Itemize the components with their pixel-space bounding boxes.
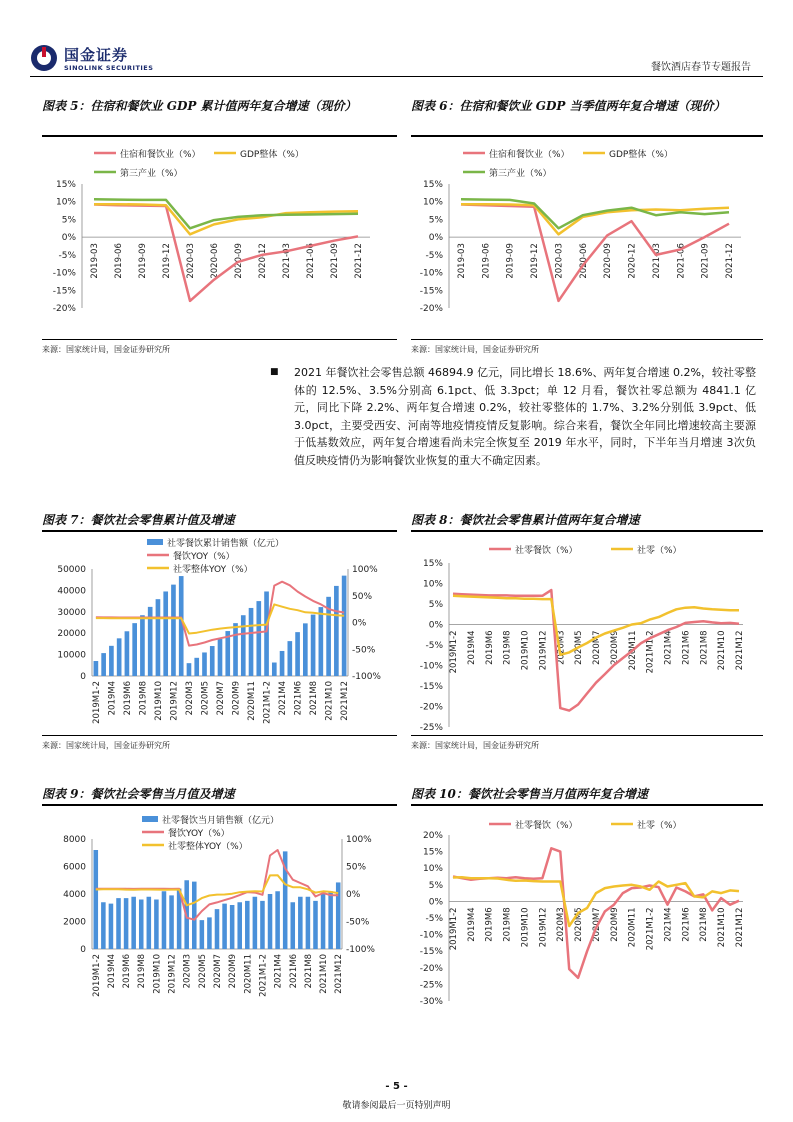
fig7-source-rule [42,735,397,736]
fig9-bar [162,891,167,949]
fig7-legend-label-2: 社零整体YOY（%） [173,565,253,575]
fig7-bar [256,601,261,676]
fig7-bar [140,615,145,676]
fig7-bar [241,615,246,676]
fig7-xtick: 2021M10 [324,681,335,721]
fig9-legend-label-2: 社零整体YOY（%） [168,842,248,852]
fig9-ytick-right: -100% [346,945,375,955]
fig7-xtick: 2019M6 [122,681,133,716]
fig10-title-rule [411,804,763,806]
fig7-title-rule [42,530,397,532]
fig8-ytick: 10% [422,579,443,590]
fig9-xtick: 2020M7 [213,954,223,989]
fig7-ytick-left: 10000 [57,650,86,661]
fig6-series-line-0 [461,205,729,301]
fig5-xtick: 2019-06 [114,243,124,279]
fig8-ytick: 0% [428,620,443,631]
fig5-xtick: 2020-06 [210,243,220,279]
fig10-xtick: 2021M10 [717,907,728,948]
fig10-ytick: -10% [419,930,443,941]
fig7-bar [249,608,254,676]
fig7-ytick-left: 0 [80,672,86,682]
fig9-legend-label-0: 社零餐饮当月销售额（亿元） [162,816,280,826]
fig9-xtick: 2019M10 [152,954,163,994]
fig9-title: 图表 9：餐饮社会零售当月值及增速 [42,787,235,801]
fig9-bar [200,920,205,949]
fig8-title: 图表 8：餐饮社会零售累计值两年复合增速 [411,513,640,527]
fig9-xtick: 2019M6 [122,954,133,989]
fig6-ytick: -10% [419,268,443,279]
fig7-xtick: 2021M1-2 [262,681,273,724]
fig10-ytick: -25% [419,980,443,991]
paragraph-bullet: ■ [270,367,279,377]
logo [30,42,160,76]
fig7-bar [295,632,300,676]
fig7-bar [264,591,269,676]
fig10-xtick: 2020M3 [556,907,567,942]
fig6-xtick: 2020-06 [578,243,589,279]
fig9-bar [313,901,318,949]
fig5-xtick: 2021-03 [282,243,292,279]
fig7-bar [342,576,347,676]
fig9-bar [101,902,106,949]
fig7-xtick: 2021M12 [340,681,351,721]
fig9-bar [306,897,311,949]
fig6-legend-label-0: 住宿和餐饮业（%） [489,150,570,160]
fig8-ytick: -10% [419,661,443,672]
fig9-title-rule [42,804,397,806]
fig9-bar [260,901,265,949]
fig6-xtick: 2019-06 [481,243,492,279]
fig7-bar [156,599,161,676]
fig5-xtick: 2021-09 [330,243,340,279]
fig5-xtick: 2021-06 [306,243,316,279]
page-number: - 5 - [385,1081,408,1092]
fig6-xtick: 2019-12 [530,243,541,279]
fig7-chart [42,533,397,733]
fig5-ytick: -10% [52,268,76,279]
fig9-bar [124,898,129,949]
fig10-xtick: 2021M12 [735,907,745,948]
fig7-ytick-right: 0% [352,618,367,629]
fig6-title: 图表 6：住宿和餐饮业 GDP 当季值两年复合增速（现价） [411,99,726,113]
fig9-bar [215,909,220,949]
fig10-legend-label-1: 社零（%） [637,821,682,831]
fig9-bar [237,902,242,949]
fig7-ytick-right: 100% [352,565,378,575]
fig9-legend-label-1: 餐饮YOY（%） [168,829,230,839]
logo-text-en: SINOLINK SECURITIES [64,64,154,72]
fig5-title-rule [42,135,397,137]
fig6-legend-label-1: GDP整体（%） [609,150,673,160]
fig10-title: 图表 10：餐饮社会零售当月值两年复合增速 [411,787,648,801]
fig9-bar [131,897,136,949]
fig8-xtick: 2021M1-2 [645,630,656,674]
fig8-xtick: 2021M12 [735,630,745,671]
fig7-xtick: 2020M9 [231,681,242,716]
fig7-bar [117,638,122,676]
fig7-bar [109,646,114,676]
fig6-legend-label-2: 第三产业（%） [489,169,552,179]
fig5-ytick: 5% [61,215,76,226]
fig10-ytick: 0% [428,897,443,908]
fig5-xtick: 2020-12 [258,243,268,279]
fig5-legend-label-1: GDP整体（%） [240,150,304,160]
fig8-title-rule [411,530,763,532]
fig10-xtick: 2019M6 [484,907,495,942]
fig9-bar [290,902,295,949]
fig6-xtick: 2019-03 [457,243,467,279]
fig7-bar [171,585,176,676]
fig8-chart [411,533,763,733]
fig7-xtick: 2021M4 [278,681,289,716]
fig9-bar [321,894,326,949]
fig5-xtick: 2019-03 [90,243,100,279]
fig8-xtick: 2021M8 [699,630,710,665]
fig6-xtick: 2020-03 [554,243,565,279]
fig6-xtick: 2021-12 [725,243,735,279]
fig9-xtick: 2019M8 [137,954,148,989]
fig5-legend-label-0: 住宿和餐饮业（%） [120,150,201,160]
fig10-ytick: -15% [419,947,443,958]
fig7-xtick: 2019M12 [169,681,180,721]
fig7-ytick-left: 40000 [57,586,86,597]
fig6-series-line-1 [461,204,729,234]
fig6-xtick: 2020-09 [603,243,614,279]
fig7-bar [125,631,130,676]
fig9-bar [139,900,144,950]
fig9-legend-swatch-0 [142,816,158,822]
fig10-ytick: -30% [419,997,443,1007]
fig10-xtick: 2021M8 [699,907,710,942]
fig10-xtick: 2020M5 [574,907,585,942]
fig9-bar [94,850,99,949]
fig9-bar [268,894,273,949]
fig5-chart [42,140,397,340]
fig9-bar [147,897,152,949]
fig8-legend-label-0: 社零餐饮（%） [515,546,578,556]
fig7-xtick: 2019M4 [107,681,118,716]
fig10-ytick: 20% [422,831,443,841]
fig9-xtick: 2019M4 [106,954,117,989]
fig10-ytick: -5% [425,914,443,924]
fig6-source-rule [411,339,763,340]
fig7-bar [194,658,199,676]
fig7-xtick: 2020M5 [200,681,211,716]
fig9-bar [275,891,280,949]
fig9-chart [42,808,397,997]
fig9-xtick: 2020M3 [182,954,193,989]
fig7-xtick: 2021M6 [293,681,304,716]
fig7-bar [303,623,308,676]
fig8-ytick: -20% [419,702,443,713]
fig9-bar [222,904,227,949]
fig9-xtick: 2021M6 [288,954,299,989]
fig6-ytick: -20% [419,304,443,314]
fig8-xtick: 2020M11 [627,630,638,671]
fig9-ytick-left: 8000 [63,835,86,845]
fig7-ytick-left: 50000 [57,565,86,575]
fig7-xtick: 2019M8 [138,681,149,716]
fig10-ytick: 10% [422,864,443,875]
fig7-ytick-right: -100% [352,672,381,682]
fig8-xtick: 2019M10 [520,630,531,671]
header-rule [30,76,763,77]
fig8-xtick: 2021M6 [681,630,692,665]
fig9-bar [328,891,333,949]
fig7-xtick: 2019M10 [153,681,164,721]
fig10-xtick: 2019M10 [520,907,531,948]
fig5-xtick: 2021-12 [354,243,364,279]
fig7-bar [94,661,99,676]
fig7-bar [163,591,168,676]
fig7-bar [334,586,339,676]
fig9-xtick: 2019M1-2 [91,954,102,997]
fig6-title-rule [411,135,763,137]
fig5-ytick: 10% [55,197,76,208]
fig7-bar [233,623,238,676]
fig7-title: 图表 7：餐饮社会零售累计值及增速 [42,513,235,527]
fig5-source: 来源：国家统计局，国金证券研究所 [42,345,170,354]
fig9-ytick-right: -50% [346,917,370,928]
fig7-ytick-left: 30000 [57,607,86,618]
fig10-xtick: 2019M8 [502,907,513,942]
fig7-xtick: 2021M8 [309,681,320,716]
fig7-ytick-left: 20000 [57,629,86,640]
fig8-ytick: -15% [419,682,443,692]
fig6-ytick: -5% [425,250,443,261]
fig8-source-rule [411,735,763,736]
fig9-xtick: 2021M10 [319,954,330,994]
fig6-xtick: 2019-09 [505,243,516,279]
fig6-xtick: 2021-09 [700,243,711,279]
fig9-ytick-right: 50% [346,862,367,873]
fig9-ytick-left: 2000 [63,917,86,928]
fig10-ytick: 5% [428,880,443,891]
fig7-bar [210,646,215,676]
fig10-xtick: 2021M6 [681,907,692,942]
fig9-bar [154,900,159,950]
fig7-bar [132,623,137,676]
fig7-bar [319,607,324,676]
fig5-xtick: 2019-12 [162,243,172,279]
fig9-ytick-right: 100% [346,835,372,845]
fig8-xtick: 2019M8 [502,630,513,665]
fig7-bar [187,663,192,676]
fig9-bar [298,897,303,949]
fig7-xtick: 2020M7 [216,681,226,716]
fig10-ytick: -20% [419,963,443,974]
fig8-xtick: 2019M1-2 [449,630,459,674]
fig10-chart [411,808,763,1040]
fig7-xtick: 2019M1-2 [91,681,102,724]
fig9-xtick: 2020M11 [243,954,254,994]
fig10-legend-label-0: 社零餐饮（%） [515,821,578,831]
fig6-chart [411,140,763,340]
fig5-ytick: 15% [55,180,76,190]
fig8-xtick: 2020M5 [574,630,585,665]
fig6-xtick: 2021-06 [676,243,687,279]
fig5-ytick: -15% [52,286,76,297]
fig7-source: 来源：国家统计局，国金证券研究所 [42,741,170,750]
fig8-xtick: 2019M4 [466,630,477,665]
fig9-bar [109,904,114,949]
fig7-bar [287,641,292,676]
fig10-xtick: 2020M11 [627,907,638,948]
fig8-xtick: 2019M12 [538,630,549,671]
fig9-ytick-left: 4000 [63,890,86,900]
fig9-xtick: 2020M9 [228,954,239,989]
fig8-xtick: 2019M6 [484,630,495,665]
fig6-ytick: 15% [422,180,443,190]
fig6-ytick: 5% [428,215,443,226]
summary-paragraph: 2021 年餐饮社会零售总额 46894.9 亿元，同比增长 18.6%、两年复合增速 0.2%，较社零整体的 12.5%、3.5%分别高 6.1pct、低 3.3pct；单 12 月看，餐饮社零总额为 4841.1 亿元，同比下降 2.2%、两年复合增速 0.2%，较社零整体的 1.7%、3.2%分别低 3.9pct、低 3.0pct，主要受西安、河南等地疫情疫情反复影响。综合来看，餐饮全年同比增速较高主要源于低基数效应，两年复合增速看尚未完全恢复至 2019 年水平，同时，下半年当月增速 3次负值反映疫情仍为影响餐饮业恢复的重大不确定因素。 [294,366,756,467]
fig5-xtick: 2020-03 [186,243,196,279]
fig8-xtick: 2020M9 [609,630,620,665]
fig10-xtick: 2021M1-2 [645,907,656,951]
fig5-source-rule [42,339,397,340]
fig5-ytick: 0% [61,233,76,244]
fig7-ytick-right: 50% [352,591,373,602]
fig9-xtick: 2020M5 [197,954,208,989]
fig9-bar [245,901,250,949]
fig7-xtick: 2020M3 [184,681,195,716]
fig8-xtick: 2021M4 [663,630,674,665]
fig9-bar [253,897,258,949]
fig8-legend-label-1: 社零（%） [637,546,682,556]
fig8-source: 来源：国家统计局，国金证券研究所 [411,741,539,750]
fig9-ytick-right: 0% [346,890,361,900]
fig7-legend-swatch-0 [147,539,163,545]
fig9-xtick: 2021M1-2 [258,954,269,997]
fig10-xtick: 2019M4 [466,907,477,942]
fig9-ytick-left: 6000 [63,862,86,873]
fig5-ytick: -20% [52,304,76,314]
fig9-xtick: 2021M4 [273,954,284,989]
logo-text-cn: 国金证券 [64,46,129,64]
fig9-ytick-left: 0 [80,945,86,955]
fig7-bar [311,615,316,676]
disclaimer-note: 敬请参阅最后一页特别声明 [342,1101,451,1111]
fig7-xtick: 2020M11 [247,681,258,721]
fig7-bar [202,652,207,676]
fig5-ytick: -5% [58,250,76,261]
fig7-bar [101,653,106,676]
fig10-ytick: 15% [422,847,443,858]
fig5-xtick: 2020-09 [234,243,244,279]
fig7-bar [280,651,285,676]
fig9-bar [116,898,121,949]
fig10-xtick: 2020M7 [592,907,602,942]
fig9-xtick: 2019M12 [167,954,178,994]
fig10-xtick: 2021M4 [663,907,674,942]
fig6-xtick: 2021-03 [651,243,662,279]
fig8-xtick: 2020M3 [556,630,567,665]
fig9-bar [169,895,174,949]
fig7-bar [218,639,223,676]
fig10-xtick: 2019M1-2 [449,907,459,951]
report-title: 餐饮酒店春节专题报告 [651,62,751,73]
fig9-bar [230,905,235,949]
logo-mark-icon [30,44,58,72]
fig6-ytick: -15% [419,286,443,297]
fig5-legend-label-2: 第三产业（%） [120,169,183,179]
fig8-ytick: -5% [425,641,443,651]
fig9-xtick: 2021M12 [334,954,345,994]
fig10-xtick: 2019M12 [538,907,549,948]
fig6-xtick: 2020-12 [627,243,638,279]
fig6-source: 来源：国家统计局，国金证券研究所 [411,345,539,354]
fig8-ytick: -25% [419,723,443,733]
fig5-xtick: 2019-09 [138,243,148,279]
fig9-bar [192,882,197,949]
fig8-ytick: 15% [422,559,443,569]
fig7-legend-label-0: 社零餐饮累计销售额（亿元） [167,539,285,549]
fig8-xtick: 2020M7 [592,630,602,665]
fig8-ytick: 5% [428,600,443,610]
fig9-bar [207,917,212,949]
fig8-xtick: 2021M10 [717,630,728,671]
fig6-ytick: 0% [428,233,443,244]
fig7-ytick-right: -50% [352,645,376,656]
fig6-ytick: 10% [422,197,443,208]
fig7-bar [272,663,277,676]
fig9-xtick: 2021M8 [303,954,314,989]
fig10-xtick: 2020M9 [609,907,620,942]
fig5-title: 图表 5：住宿和餐饮业 GDP 累计值两年复合增速（现价） [42,99,357,113]
fig7-legend-label-1: 餐饮YOY（%） [173,552,235,562]
